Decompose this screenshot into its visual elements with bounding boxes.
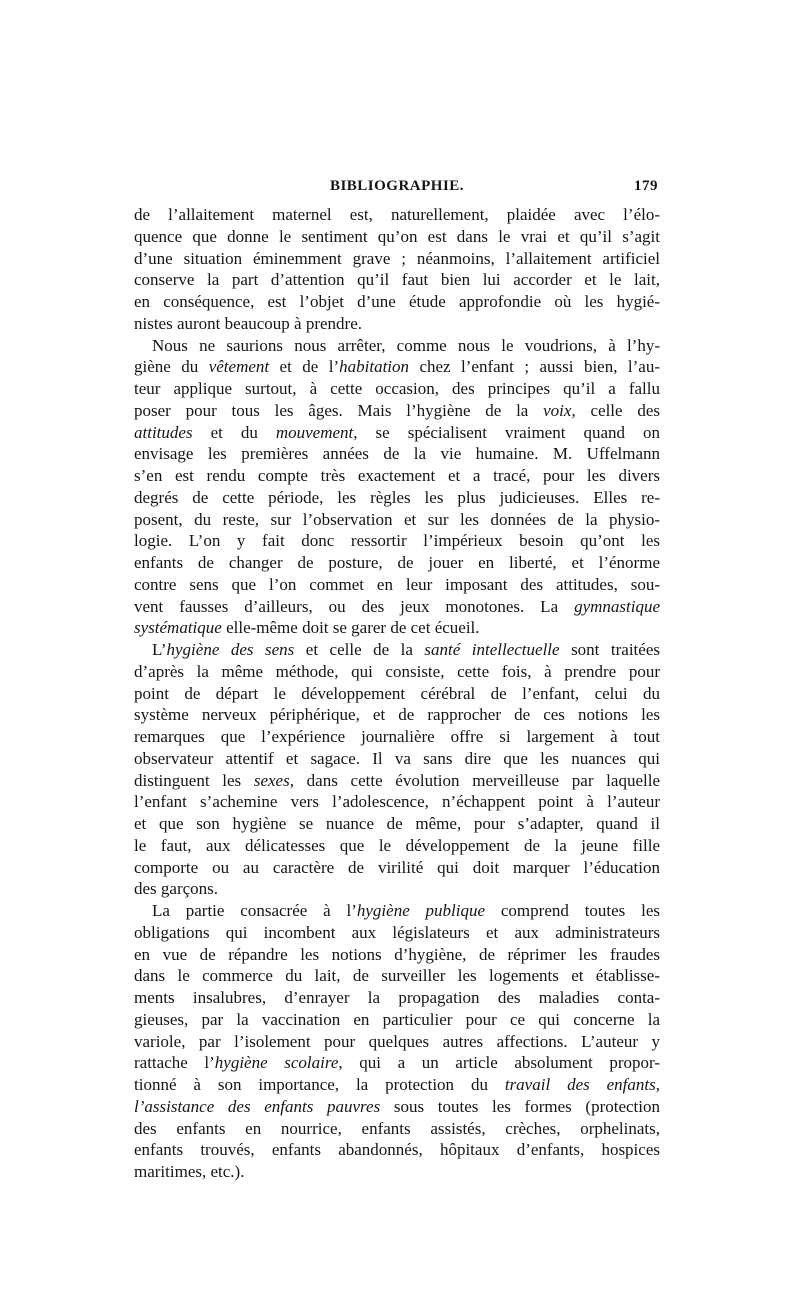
text-line: l’enfant s’achemine vers l’adolescence, n’échappent point à l’auteur: [134, 792, 660, 812]
text-line: gieuses, par la vaccination en particulier pour ce qui concerne la: [134, 1009, 660, 1029]
text-line: des garçons.: [134, 879, 219, 899]
text-line: enfants de changer de posture, de jouer en liberté, et l’énorme: [134, 553, 660, 572]
text-line: en conséquence, est l’objet d’une étude approfondie où les hygié-: [134, 292, 660, 311]
text-line: de l’allaitement maternel est, naturellement, plaidée avec l’élo-: [134, 205, 660, 224]
text-line: L’hygiène des sens et celle de la santé intellectuelle sont traitées: [152, 640, 660, 659]
text-line: comporte ou au caractère de virilité qui doit marquer l’éducation: [134, 857, 660, 877]
running-header: [134, 178, 660, 204]
text-line: et que son hygiène se nuance de même, pour s’adapter, quand il: [134, 814, 660, 833]
text-line: rattache l’hygiène scolaire, qui a un article absolument propor-: [134, 1053, 660, 1073]
text-line: Nous ne saurions nous arrêter, comme nous le voudrions, à l’hy-: [152, 335, 660, 355]
paragraph: [134, 639, 660, 900]
text-line: l’assistance des enfants pauvres sous toutes les formes (protection: [134, 1096, 660, 1116]
text-line: contre sens que l’on commet en leur imposant des attitudes, sou-: [134, 574, 660, 594]
text-line: enfants trouvés, enfants abandonnés, hôpitaux d’enfants, hospices: [134, 1140, 660, 1160]
text-line: distinguent les sexes, dans cette évolution merveilleuse par laquelle: [134, 770, 660, 790]
text-line: conserve la part d’attention qu’il faut bien lui accorder et le lait,: [134, 270, 660, 290]
text-line: giène du vêtement et de l’habitation chez l’enfant ; aussi bien, l’au-: [134, 357, 660, 377]
text-line: observateur attentif et sagace. Il va sans dire que les nuances qui: [134, 748, 660, 768]
text-line: point de départ le développement cérébral de l’enfant, celui du: [134, 683, 660, 703]
text-line: degrés de cette période, les règles les plus judicieuses. Elles re-: [134, 487, 660, 507]
text-line: variole, par l’isolement pour quelques autres affections. L’auteur y: [134, 1031, 660, 1051]
text-line: logie. L’on y fait donc ressortir l’impérieux besoin qu’ont les: [134, 531, 660, 551]
text-line: ments insalubres, d’enrayer la propagation des maladies conta-: [134, 988, 660, 1007]
text-line: d’une situation éminemment grave ; néanmoins, l’allaitement artificiel: [134, 248, 660, 268]
text-line: systématique elle-même doit se garer de cet écueil.: [134, 618, 480, 638]
text-line: poser pour tous les âges. Mais l’hygiène de la voix, celle des: [134, 400, 660, 420]
paragraph: [134, 335, 660, 640]
text-line: s’en est rendu compte très exactement et a tracé, pour les divers: [134, 466, 660, 485]
book-page: [134, 178, 660, 1183]
text-line: vent fausses d’ailleurs, ou des jeux monotones. La gymnastique: [134, 596, 660, 616]
text-line: tionné à son importance, la protection du travail des enfants,: [134, 1075, 660, 1094]
text-line: en vue de répandre les notions d’hygiène, de réprimer les fraudes: [134, 944, 660, 964]
text-line: des enfants en nourrice, enfants assistés, crèches, orphelinats,: [134, 1118, 660, 1138]
text-line: maritimes, etc.).: [134, 1162, 245, 1181]
page-number: 179: [634, 178, 658, 194]
text-line: posent, du reste, sur l’observation et sur les données de la physio-: [134, 509, 660, 529]
text-line: quence que donne le sentiment qu’on est dans le vrai et qu’il s’agit: [134, 226, 660, 246]
paragraph: [134, 900, 660, 1183]
text-line: La partie consacrée à l’hygiène publique comprend toutes les: [152, 901, 661, 920]
paragraph: [134, 204, 660, 335]
text-line: système nerveux périphérique, et de rapprocher de ces notions les: [134, 705, 660, 725]
text-line: dans le commerce du lait, de surveiller les logements et établisse-: [134, 966, 660, 986]
text-line: teur applique surtout, à cette occasion, des principes qu’il a fallu: [134, 379, 660, 398]
text-line: nistes auront beaucoup à prendre.: [134, 313, 362, 333]
body-text: [134, 204, 660, 1183]
text-line: le faut, aux délicatesses que le développement de la jeune fille: [134, 835, 660, 855]
running-title: BIBLIOGRAPHIE.: [329, 178, 465, 194]
text-line: d’après la même méthode, qui consiste, cette fois, à prendre pour: [134, 661, 660, 681]
text-line: remarques que l’expérience journalière offre si largement à tout: [134, 727, 660, 746]
text-line: attitudes et du mouvement, se spécialisent vraiment quand on: [134, 422, 660, 442]
text-line: obligations qui incombent aux législateurs et aux administrateurs: [134, 922, 660, 942]
text-line: envisage les premières années de la vie humaine. M. Uffelmann: [134, 444, 660, 464]
